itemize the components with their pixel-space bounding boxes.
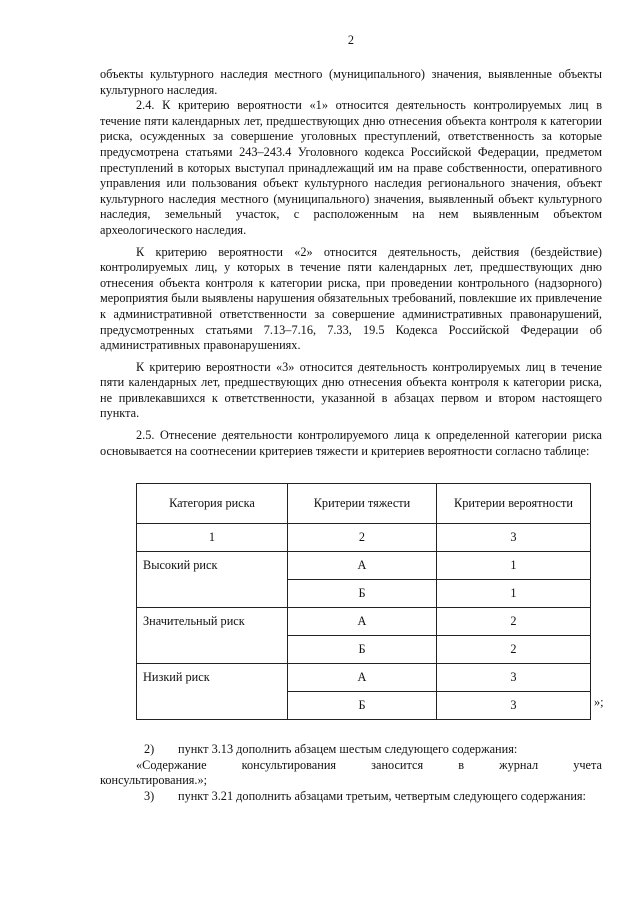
severity-cell: Б	[288, 580, 437, 608]
severity-cell: Б	[288, 692, 437, 720]
amendment-list	[100, 742, 602, 804]
table-row	[137, 664, 591, 692]
column-number: 2	[288, 524, 437, 552]
list-item-text: пункт 3.13 дополнить абзацем шестым следующего содержания:	[178, 742, 518, 757]
risk-category-cell: Значительный риск	[137, 608, 288, 664]
list-item-2	[100, 742, 602, 758]
list-item-number: 3)	[144, 789, 155, 804]
list-item-3	[100, 789, 602, 805]
risk-category-cell: Высокий риск	[137, 552, 288, 608]
page-number: 2	[347, 33, 355, 47]
paragraph-continuation: объекты культурного наследия местного (муниципального) значения, выявленные объекты культурного наследия.	[100, 67, 602, 97]
probability-cell: 2	[437, 608, 591, 636]
paragraph-probability-3: К критерию вероятности «3» относится деятельность контролируемых лиц в течение пяти календарных лет, предшествующих дню отнесения объекта контроля к категории риска, не привлекавшихся к ответственности, указанной в абзацах первом и втором настоящего пункта.	[100, 359, 602, 421]
column-number: 1	[137, 524, 288, 552]
severity-cell: А	[288, 608, 437, 636]
probability-cell: 1	[437, 552, 591, 580]
column-number: 3	[437, 524, 591, 552]
severity-cell: Б	[288, 636, 437, 664]
list-item-number: 2)	[144, 742, 155, 757]
severity-cell: А	[288, 664, 437, 692]
header-severity: Критерии тяжести	[288, 484, 437, 524]
risk-category-cell: Низкий риск	[137, 664, 288, 720]
paragraph-2-4: 2.4. К критерию вероятности «1» относится деятельность контролируемых лиц в течение пяти календарных лет, предшествующих дню отнесения объекта контроля к категории риска, осужденных за совершение уголовных преступлений, ответственность за которые предусмотрена статьями 243–243.4 Уголовного кодекса Российской Федерации, предметом преступлений в которых выступал принадлежащий им на праве собственности, оперативного управления или пользования объект культурного наследия регионального значения, объект культурного наследия местного (муниципального) значения, выявленный объект культурного наследия, земельный участок, с расположенным на нем выявленным объектом археологического наследия.	[100, 98, 602, 237]
table-numbering-row	[137, 524, 591, 552]
probability-cell: 1	[437, 580, 591, 608]
table-row	[137, 552, 591, 580]
probability-cell: 3	[437, 692, 591, 720]
severity-cell: А	[288, 552, 437, 580]
paragraph-probability-2: К критерию вероятности «2» относится деятельность, действия (бездействие) контролируемых лиц, у которых в течение пяти календарных лет, предшествующих дню отнесения объекта контроля к категории риска, при проведении контрольного (надзорного) мероприятия были выявлены нарушения обязательных требований, повлекшие их привлечение к административной ответственности за совершение административных правонарушений, предусмотренных статьями 7.13–7.16, 7.33, 19.5 Кодекса Российской Федерации об административных правонарушениях.	[100, 244, 602, 353]
quoted-text: «Содержание консультирования заносится в журнал учета консультирования.»;	[100, 757, 602, 788]
header-risk-category: Категория риска	[137, 484, 288, 524]
table-row	[137, 608, 591, 636]
probability-cell: 3	[437, 664, 591, 692]
header-probability: Критерии вероятности	[437, 484, 591, 524]
risk-table-wrapper	[136, 483, 602, 720]
table-closing-quote: »;	[594, 694, 604, 709]
list-item-text: пункт 3.21 дополнить абзацами третьим, четвертым следующего содержания:	[178, 789, 586, 804]
risk-category-table	[136, 483, 591, 720]
probability-cell: 2	[437, 636, 591, 664]
table-header-row	[137, 484, 591, 524]
paragraph-2-5: 2.5. Отнесение деятельности контролируемого лица к определенной категории риска основывается на соотнесении критериев тяжести и критериев вероятности согласно таблице:	[100, 428, 602, 458]
